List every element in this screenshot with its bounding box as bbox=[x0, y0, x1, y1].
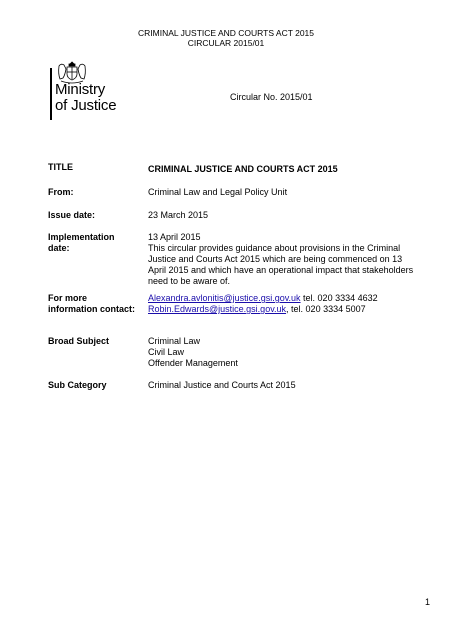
broad-subject-item: Offender Management bbox=[148, 358, 238, 368]
running-header-line2: CIRCULAR 2015/01 bbox=[187, 38, 265, 48]
tel-2: , tel. 020 3334 5007 bbox=[286, 304, 366, 314]
circular-number: Circular No. 2015/01 bbox=[230, 92, 313, 102]
issue-date-label: Issue date: bbox=[48, 210, 96, 220]
sub-category-value: Criminal Justice and Courts Act 2015 bbox=[148, 380, 296, 390]
implementation-description: This circular provides guidance about provisions in the Criminal Justice and Courts Act 2015 which are being commenced on 13 April 2015 and which have an operational impact that stakeholders need to be aware of. bbox=[148, 243, 414, 286]
broad-subject-item: Civil Law bbox=[148, 347, 185, 357]
contact-label-line2: information contact: bbox=[48, 304, 135, 314]
contact-label-line1: For more bbox=[48, 293, 88, 303]
implementation-date: 13 April 2015 bbox=[148, 232, 201, 242]
logo-wordmark bbox=[55, 82, 116, 114]
implementation-label-line1: Implementation bbox=[48, 232, 115, 242]
email-link-robin[interactable]: Robin.Edwards@justice.gsi.gov.uk bbox=[148, 304, 287, 314]
logo-line2: of Justice bbox=[55, 97, 117, 114]
broad-subject-label: Broad Subject bbox=[48, 336, 110, 346]
tel-1: tel. 020 3334 4632 bbox=[300, 293, 378, 303]
sub-category-label: Sub Category bbox=[48, 380, 107, 390]
broad-subject-item: Criminal Law bbox=[148, 336, 201, 346]
issue-date-value: 23 March 2015 bbox=[148, 210, 209, 220]
from-value: Criminal Law and Legal Policy Unit bbox=[148, 187, 288, 197]
email-link-alexandra[interactable]: Alexandra.avlonitis@justice.gsi.gov.uk bbox=[148, 293, 301, 303]
running-header-line1: CRIMINAL JUSTICE AND COURTS ACT 2015 bbox=[137, 28, 315, 38]
contact-line1 bbox=[148, 293, 418, 304]
logo-line1: Ministry bbox=[55, 81, 106, 98]
implementation-label-line2: date: bbox=[48, 243, 70, 253]
title-label: TITLE bbox=[48, 162, 73, 172]
from-label: From: bbox=[48, 187, 74, 197]
logo-divider bbox=[50, 68, 52, 120]
title-value: CRIMINAL JUSTICE AND COURTS ACT 2015 bbox=[148, 164, 338, 174]
ministry-of-justice-logo bbox=[46, 60, 126, 122]
page-number: 1 bbox=[425, 597, 431, 607]
contact-line2 bbox=[148, 304, 418, 315]
